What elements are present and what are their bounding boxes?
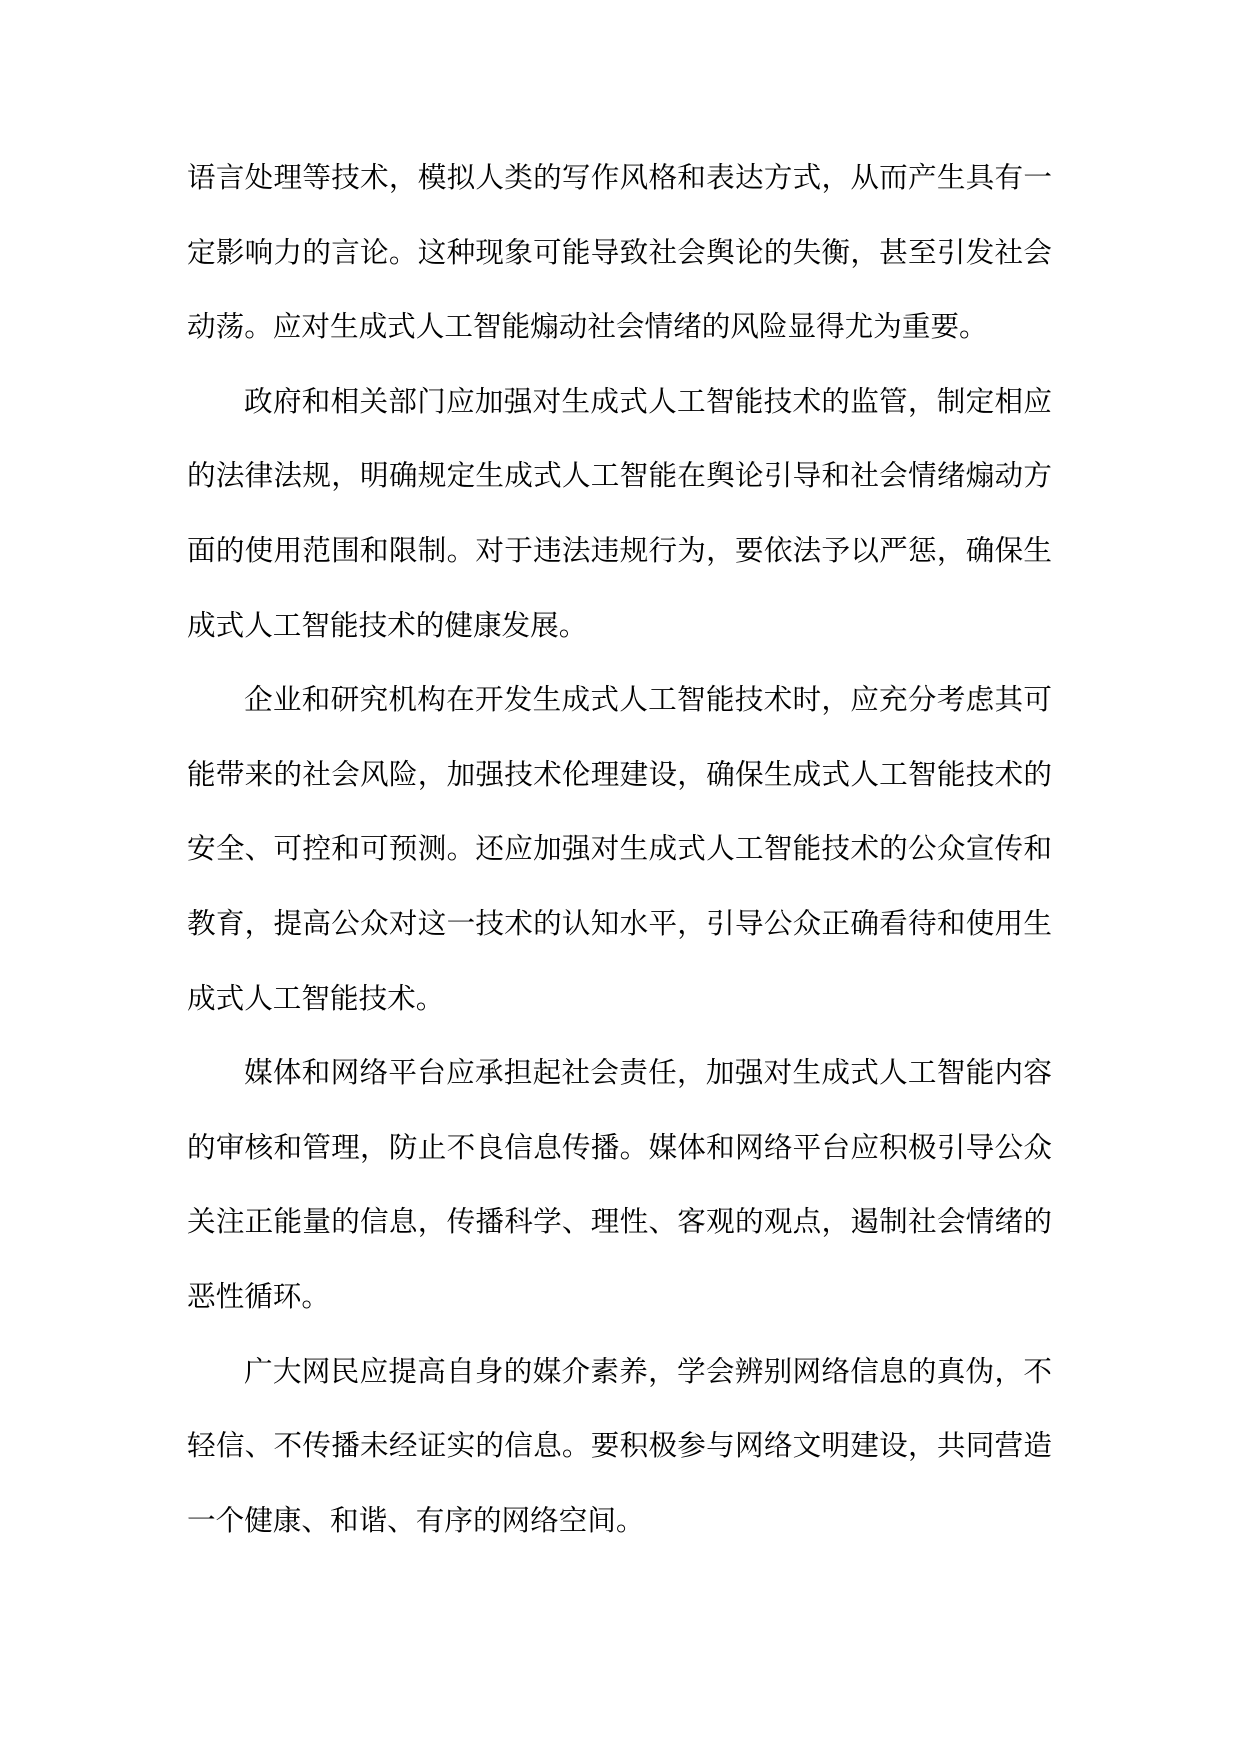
document-body xyxy=(187,140,1052,1557)
paragraph-5: 广大网民应提高自身的媒介素养，学会辨别网络信息的真伪，不轻信、不传播未经证实的信息。要积极参与网络文明建设，共同营造一个健康、和谐、有序的网络空间。 xyxy=(187,1353,1052,1537)
paragraph-3: 企业和研究机构在开发生成式人工智能技术时，应充分考虑其可能带来的社会风险，加强技术伦理建设，确保生成式人工智能技术的安全、可控和可预测。还应加强对生成式人工智能技术的公众宣传和教育，提高公众对这一技术的认知水平，引导公众正确看待和使用生成式人工智能技术。 xyxy=(187,682,1052,1015)
paragraph-4: 媒体和网络平台应承担起社会责任，加强对生成式人工智能内容的审核和管理，防止不良信息传播。媒体和网络平台应积极引导公众关注正能量的信息，传播科学、理性、客观的观点，遏制社会情绪的恶性循环。 xyxy=(187,1055,1052,1313)
paragraph-1: 语言处理等技术，模拟人类的写作风格和表达方式，从而产生具有一定影响力的言论。这种现象可能导致社会舆论的失衡，甚至引发社会动荡。应对生成式人工智能煽动社会情绪的风险显得尤为重要。 xyxy=(187,160,1052,344)
paragraph-2: 政府和相关部门应加强对生成式人工智能技术的监管，制定相应的法律法规，明确规定生成式人工智能在舆论引导和社会情绪煽动方面的使用范围和限制。对于违法违规行为，要依法予以严惩，确保生成式人工智能技术的健康发展。 xyxy=(187,383,1052,642)
